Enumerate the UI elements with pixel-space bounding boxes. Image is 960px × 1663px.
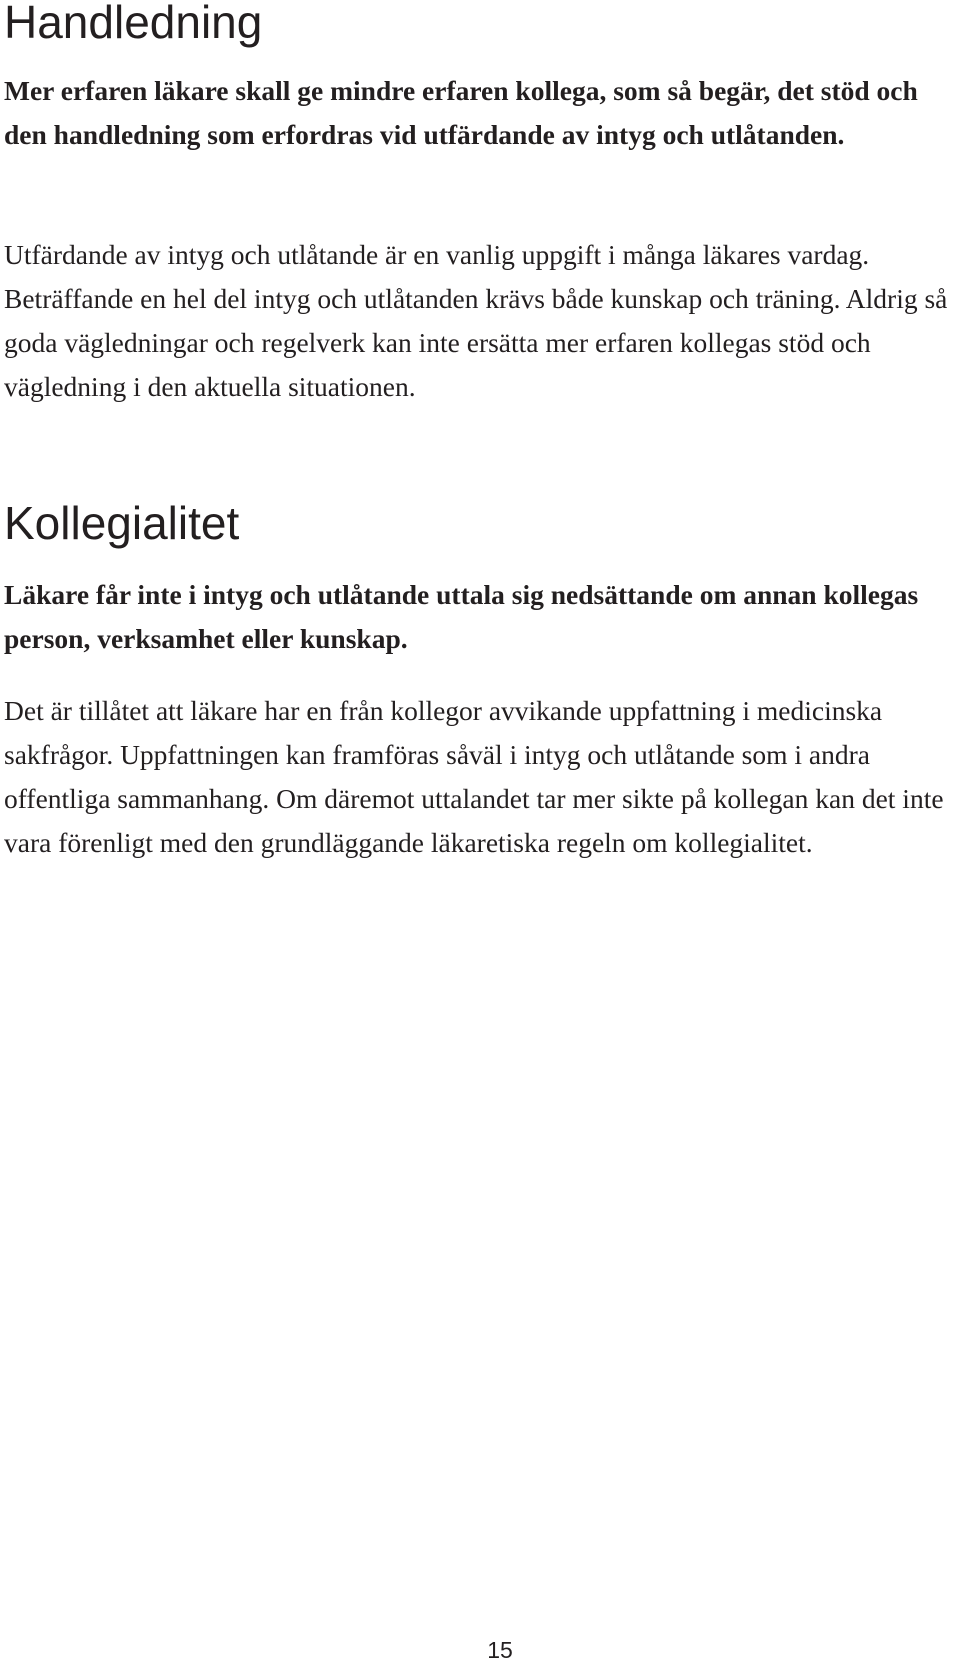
section-heading-handledning: Handledning xyxy=(4,0,263,48)
section-body-handledning: Utfärdande av intyg och utlåtande är en vanlig uppgift i många läkares vardag. Beträffande en hel del intyg och utlåtanden krävs både kunskap och träning. Aldrig så goda vägledningar och regelverk kan inte ersätta mer erfaren kollegas stöd och vägledning i den aktuella situationen. xyxy=(4,239,948,402)
section-body-kollegialitet: Det är tillåtet att läkare har en från kollegor avvikande uppfattning i medicinska sakfrågor. Uppfattningen kan framföras såväl i intyg och utlåtande som i andra offentliga sammanhang. Om däremot uttalandet tar mer sikte på kollegan kan det inte vara förenligt med den grundläggande läkaretiska regeln om kollegialitet. xyxy=(4,695,944,858)
page-number: 15 xyxy=(487,1637,513,1663)
section-lead-handledning: Mer erfaren läkare skall ge mindre erfaren kollega, som så begär, det stöd och den handledning som erfordras vid utfärdande av intyg och utlåtanden. xyxy=(4,75,918,150)
section-heading-kollegialitet: Kollegialitet xyxy=(4,497,240,549)
section-lead-kollegialitet: Läkare får inte i intyg och utlåtande uttala sig nedsättande om annan kollegas person, verksamhet eller kunskap. xyxy=(4,579,919,654)
